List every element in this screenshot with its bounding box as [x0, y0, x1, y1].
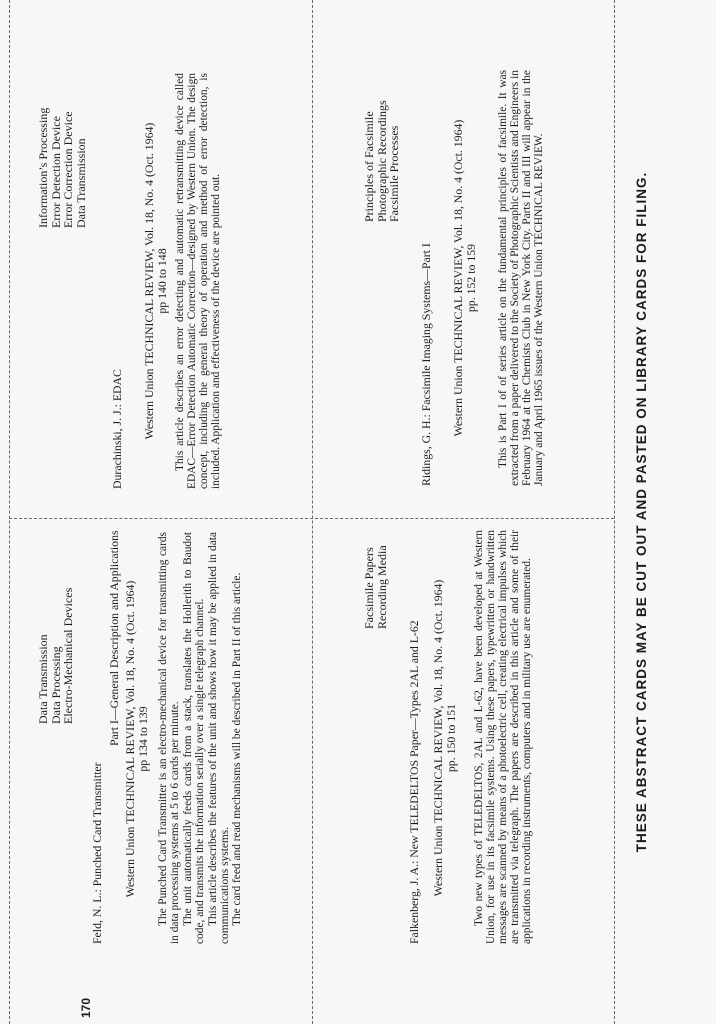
cut-line-center: [9, 518, 614, 519]
filing-instruction: THESE ABSTRACT CARDS MAY BE CUT OUT AND PASTED ON LIBRARY CARDS FOR FILING.: [634, 171, 649, 853]
citation-pages: pp. 152 to 159: [464, 243, 478, 313]
keywords: [37, 108, 87, 228]
keyword: Error Detection Device: [48, 116, 63, 228]
keyword: Data Processing: [48, 646, 63, 724]
keywords: [37, 588, 75, 724]
abstract-paragraph: The unit automatically feeds cards from a stack, translates the Hollerith to Baudot code, and transmits the information serially over a single telegraph channel.: [181, 532, 206, 944]
abstract: [474, 530, 535, 944]
cut-line-top: [9, 0, 10, 1024]
citation: [124, 534, 150, 944]
author-title: Ridings, G. H.: Facsimile Imaging Systems—Part I: [419, 243, 433, 486]
keyword: Information’s Processing: [36, 107, 50, 228]
author-title: Falkenberg, J. A.: New TELEDELTOS Paper—Types 2AL and L-62: [407, 620, 421, 944]
cut-line-middle: [312, 0, 313, 1024]
keywords: [363, 100, 401, 222]
abstract-paragraph: This is Part I of of series article on the fundamental principles of facsimile. It was extracted from a paper delivered to the Society of Photographic Scientists and Engineers in February 1964 at the Chemists Club in New York City. Parts II and III will appear in the January and April 1965 issues of the Western Union TECHNICAL REVIEW.: [497, 70, 545, 486]
keyword: Recording Media: [374, 545, 389, 629]
keyword: Photographic Recordings: [374, 100, 389, 222]
citation: [432, 532, 458, 944]
citation-pages: pp 140 to 148: [155, 248, 169, 314]
citation-journal: Western Union TECHNICAL REVIEW, Vol. 18, No. 4 (Oct. 1964): [142, 122, 156, 440]
keyword: Error Correction Device: [61, 111, 76, 228]
keyword: Facsimile Processes: [387, 125, 402, 222]
abstract-paragraph: This article describes an error detecting and automatic retransmitting device called EDAC—Error Detection Automatic Correction—designed by Western Union. The design concept, including the general theory of operation and method of error detection, is included. Application and effectiveness of the device are pointed out.: [174, 73, 222, 489]
abstract: [498, 70, 547, 486]
citation-journal: Western Union TECHNICAL REVIEW, Vol. 18, No. 4 (Oct. 1964): [451, 119, 465, 437]
citation: [143, 73, 169, 489]
subtitle: Part I—General Description and Applications: [107, 530, 121, 746]
keyword: Electro-Mechanical Devices: [61, 587, 76, 724]
abstract: [158, 532, 245, 944]
page-number: 170: [79, 997, 93, 1018]
author-title: Durachinski, J. J.: EDAC: [110, 369, 124, 489]
citation-journal: Western Union TECHNICAL REVIEW, Vol. 18, No. 4 (Oct. 1964): [431, 579, 445, 897]
author-title: Feld, N. L.: Punched Card Transmitter: [90, 762, 104, 944]
citation: [452, 70, 478, 486]
citation-journal: Western Union TECHNICAL REVIEW, Vol. 18, No. 4 (Oct. 1964): [123, 580, 137, 898]
abstract: [175, 73, 224, 489]
keyword: Principles of Facsimile: [362, 111, 376, 222]
keywords: [363, 545, 388, 629]
abstract-paragraph: Two new types of TELEDELTOS, 2AL and L-62, have been developed at Western Union, for use in its facsimile systems. Using these papers, typewritten or handwritten messages are scanned by means of a photoelectric cell, creating electrical impulses which are transmitted via telegraph. The papers are described in this article and some of their applications in recording instruments, computers and in military use are enumerated.: [473, 530, 533, 944]
citation-pages: pp. 150 to 151: [444, 703, 458, 773]
cut-line-bottom: [614, 0, 615, 1024]
abstract-paragraph: The Punched Card Transmitter is an electro-mechanical device for transmitting cards in data processing systems at 5 to 6 cards per minute.: [157, 532, 181, 944]
keyword: Facsimile Papers: [362, 547, 376, 629]
keyword: Data Transmission: [73, 138, 88, 228]
abstract-paragraph: The card feed and read mechanisms will be described in Part II of this article.: [231, 572, 244, 926]
citation-pages: pp 134 to 139: [136, 706, 150, 772]
keyword: Data Transmission: [36, 634, 50, 724]
abstract-paragraph: This article describes the features of the unit and shows how it may be applied in data communications systems.: [206, 532, 231, 944]
